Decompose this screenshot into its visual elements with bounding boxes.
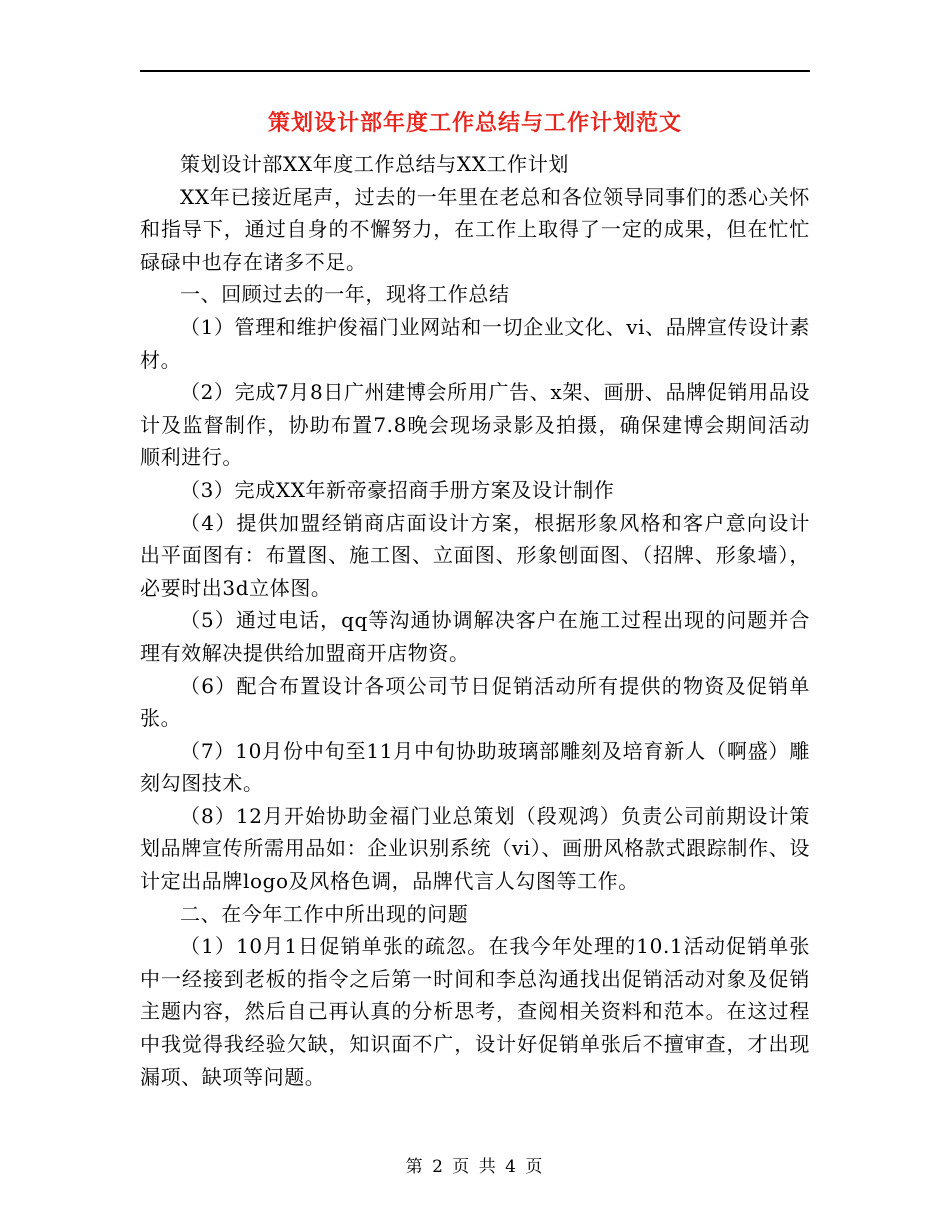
document-title: 策划设计部年度工作总结与工作计划范文 [267, 111, 682, 136]
paragraph: 二、在今年工作中所出现的问题 [180, 901, 469, 926]
page-footer: 第 2 页 共 4 页 [405, 1157, 545, 1177]
paragraph: （1）管理和维护俊福门业网站和一切企业文化、vi、品牌宣传设计素材。 [140, 314, 810, 372]
paragraph: （5）通过电话，qq等沟通协调解决客户在施工过程出现的问题并合理有效解决提供给加盟商开店物资。 [140, 608, 810, 665]
paragraph: （7）10月份中旬至11月中旬协助玻璃部雕刻及培育新人（啊盛）雕刻勾图技术。 [140, 738, 810, 796]
paragraph: （4）提供加盟经销商店面设计方案，根据形象风格和客户意向设计出平面图有：布置图、施工图、立面图、形象刨面图、（招牌、形象墙），必要时出3d立体图。 [140, 510, 810, 600]
paragraph: （8）12月开始协助金福门业总策划（段观鸿）负责公司前期设计策划品牌宣传所需用品如：企业识别系统（vi）、画册风格款式跟踪制作、设计定出品牌logo及风格色调，品牌代言人勾图等工作。 [140, 803, 810, 894]
document-body [140, 148, 810, 1093]
paragraph: 一、回顾过去的一年，现将工作总结 [180, 282, 510, 307]
header-rule [140, 70, 810, 72]
paragraph: （6）配合布置设计各项公司节日促销活动所有提供的物资及促销单张。 [140, 673, 810, 731]
paragraph: XX年已接近尾声，过去的一年里在老总和各位领导同事们的悉心关怀和指导下，通过自身的不懈努力，在工作上取得了一定的成果，但在忙忙碌碌中也存在诸多不足。 [140, 184, 810, 274]
paragraph: （3）完成XX年新帝豪招商手册方案及设计制作 [180, 477, 615, 502]
paragraph: （2）完成7月8日广州建博会所用广告、x架、画册、品牌促销用品设计及监督制作，协助布置7.8晚会现场录影及拍摄，确保建博会期间活动顺利进行。 [140, 380, 810, 470]
paragraph: （1）10月1日促销单张的疏忽。在我今年处理的10.1活动促销单张中一经接到老板的指令之后第一时间和李总沟通找出促销活动对象及促销主题内容，然后自己再认真的分析思考，查阅相关资料和范本。在这过程中我觉得我经验欠缺，知识面不广，设计好促销单张后不擅审查，才出现漏项、缺项等问题。 [140, 934, 810, 1089]
paragraph: 策划设计部XX年度工作总结与XX工作计划 [180, 152, 569, 176]
